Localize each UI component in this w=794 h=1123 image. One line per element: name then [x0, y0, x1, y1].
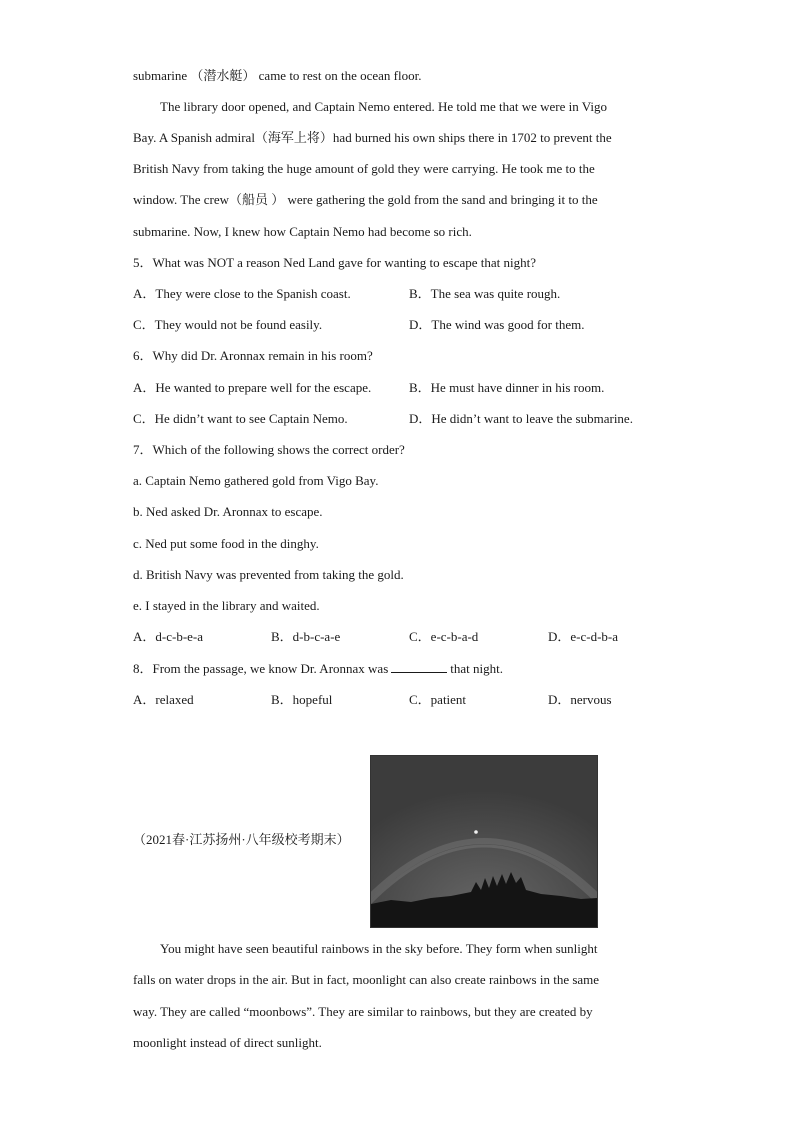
option-b: B．d-b-c-a-e: [271, 629, 341, 644]
option-d: D．nervous: [548, 692, 612, 707]
text-line: falls on water drops in the air. But in fact, moonlight can also create rainbows in the same: [133, 972, 600, 987]
option-c: C．patient: [409, 692, 467, 707]
question-stem: 5．What was NOT a reason Ned Land gave for wanting to escape that night?: [133, 255, 536, 270]
text-line: moonlight instead of direct sunlight.: [133, 1035, 322, 1050]
order-item-b: b. Ned asked Dr. Aronnax to escape.: [133, 504, 323, 519]
question-stem: [133, 660, 503, 677]
option-d: D．The wind was good for them.: [409, 317, 585, 332]
order-item-d: d. British Navy was prevented from taking the gold.: [133, 567, 404, 582]
question-stem: 7．Which of the following shows the correct order?: [133, 442, 405, 457]
option-a: A．They were close to the Spanish coast.: [133, 286, 351, 301]
text-line: way. They are called “moonbows”. They are similar to rainbows, but they are created by: [133, 1004, 593, 1019]
option-b: B．The sea was quite rough.: [409, 286, 561, 301]
order-item-e: e. I stayed in the library and waited.: [133, 598, 320, 613]
option-a: A．relaxed: [133, 692, 194, 707]
option-a: A．He wanted to prepare well for the escape.: [133, 380, 372, 395]
text-line: The library door opened, and Captain Nemo entered. He told me that we were in Vigo: [160, 99, 607, 114]
stem-before: 8．From the passage, we know Dr. Aronnax was: [133, 661, 389, 676]
source-tag: （2021春·江苏扬州·八年级校考期末）: [133, 832, 350, 847]
option-b: B．hopeful: [271, 692, 333, 707]
moonbow-photo: [370, 755, 598, 928]
option-c: C．He didn’t want to see Captain Nemo.: [133, 411, 348, 426]
option-b: B．He must have dinner in his room.: [409, 380, 605, 395]
order-item-a: a. Captain Nemo gathered gold from Vigo Bay.: [133, 473, 379, 488]
answer-blank: [391, 660, 447, 673]
text-line: window. The crew（船员 ） were gathering the gold from the sand and bringing it to the: [133, 192, 598, 207]
text-line: British Navy from taking the huge amount of gold they were carrying. He took me to the: [133, 161, 595, 176]
text-line: Bay. A Spanish admiral（海军上将）had burned his own ships there in 1702 to prevent the: [133, 130, 612, 145]
text-line: submarine （潜水艇） came to rest on the ocean floor.: [133, 68, 422, 83]
text-line: submarine. Now, I knew how Captain Nemo had become so rich.: [133, 224, 472, 239]
stem-after: that night.: [450, 661, 503, 676]
order-item-c: c. Ned put some food in the dinghy.: [133, 536, 319, 551]
option-d: D．e-c-d-b-a: [548, 629, 619, 644]
option-d: D．He didn’t want to leave the submarine.: [409, 411, 633, 426]
question-stem: 6．Why did Dr. Aronnax remain in his room?: [133, 348, 373, 363]
option-c: C．They would not be found easily.: [133, 317, 323, 332]
option-a: A．d-c-b-e-a: [133, 629, 204, 644]
option-c: C．e-c-b-a-d: [409, 629, 479, 644]
text-line: You might have seen beautiful rainbows in the sky before. They form when sunlight: [160, 941, 598, 956]
